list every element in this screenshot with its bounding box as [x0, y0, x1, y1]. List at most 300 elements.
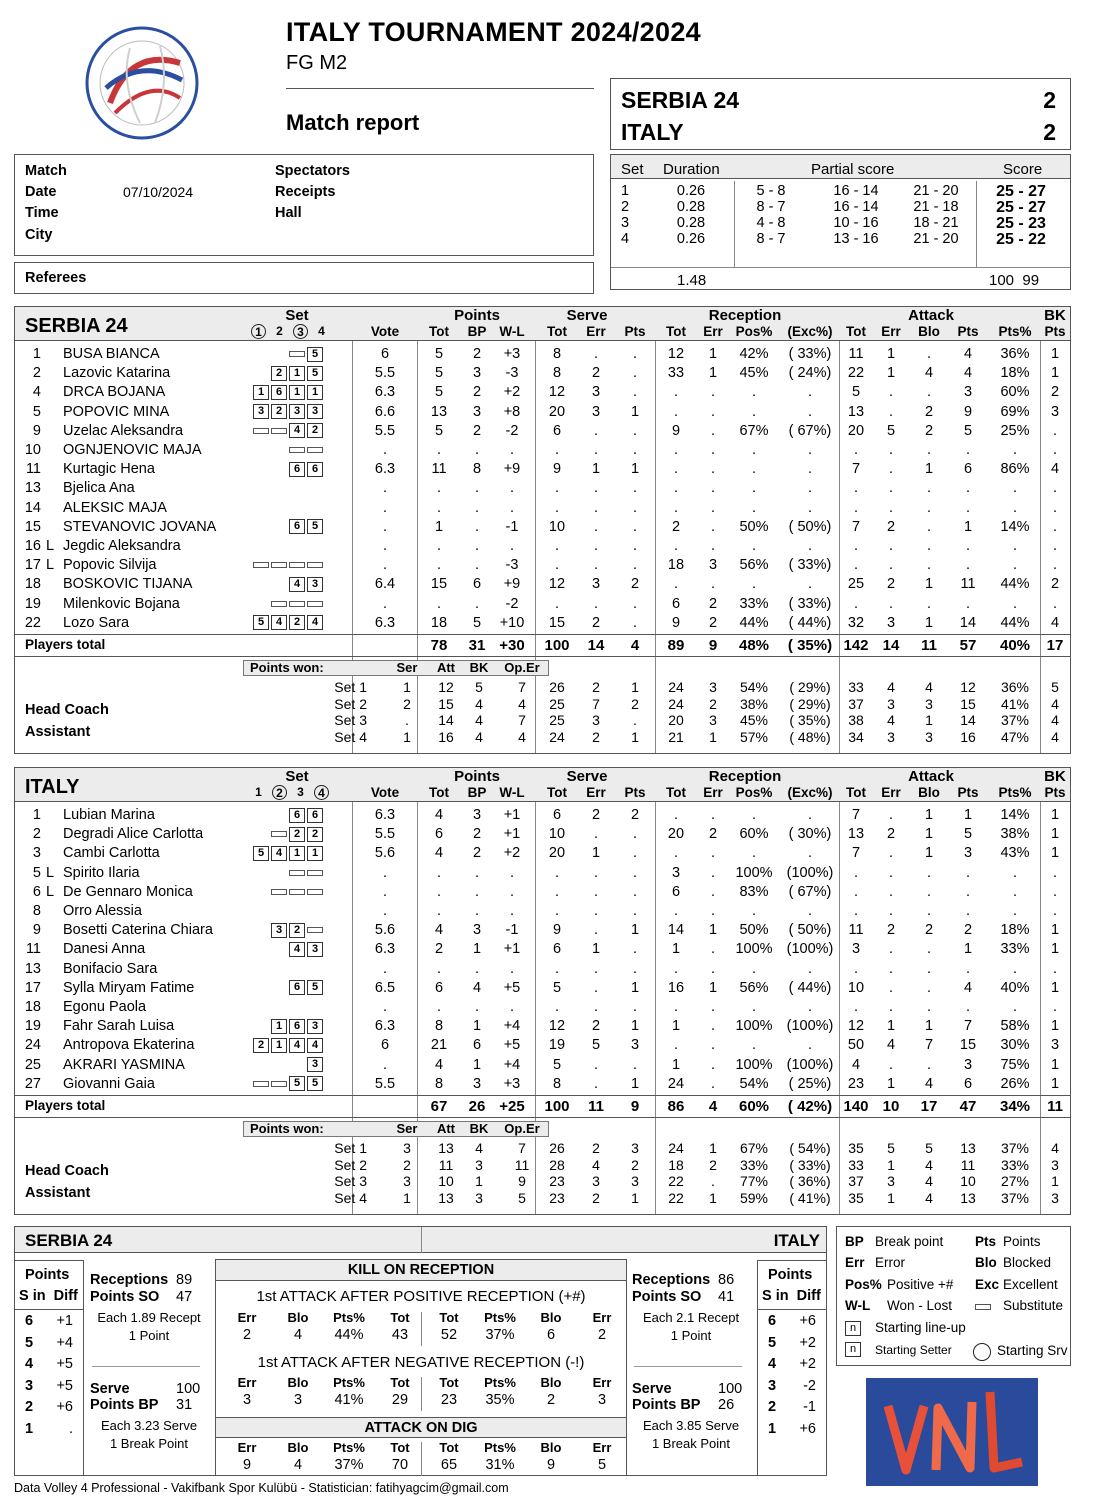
- stat-ptot: 8: [434, 1018, 444, 1035]
- player-number: 11: [25, 461, 41, 478]
- player-row: [15, 844, 1070, 863]
- stat-aptsp: .: [1012, 595, 1018, 612]
- set-label: Set 4: [334, 728, 367, 745]
- stat-wl: -1: [505, 922, 519, 939]
- page-title: ITALY TOURNAMENT 2024/2024: [286, 17, 701, 47]
- starting-position: 6: [271, 385, 287, 400]
- stat-aptsp: 14%: [1000, 518, 1030, 535]
- player-name: ALEKSIC MAJA: [63, 499, 167, 516]
- player-number: 17: [24, 979, 41, 996]
- set-stat: 11: [438, 1156, 454, 1173]
- player-number: 8: [32, 903, 41, 919]
- stat-rpos: 100%: [735, 941, 773, 958]
- stat-apts: .: [965, 538, 971, 554]
- column-header: Tot: [666, 324, 686, 339]
- set-lineup: [253, 844, 325, 863]
- stat-vote: 6.3: [374, 1018, 396, 1035]
- kor-value: 23: [440, 1392, 458, 1408]
- stat-vote: .: [382, 442, 388, 458]
- set-stat: 11: [960, 1156, 976, 1173]
- points-s-in: 2: [25, 1399, 34, 1415]
- player-row: [15, 998, 1070, 1017]
- stat-rtot: .: [673, 442, 679, 458]
- stat-spts: .: [632, 999, 638, 1015]
- kor-value: 3: [242, 1392, 252, 1408]
- stat-stot: 8: [552, 365, 562, 382]
- stat-spts: .: [632, 384, 638, 401]
- set-lineup: [289, 864, 325, 883]
- left-so-label: Points SO: [90, 1289, 160, 1305]
- stat-bk: 2: [1050, 576, 1060, 593]
- left-so-value: 47: [176, 1289, 193, 1305]
- player-number: 17: [24, 557, 41, 574]
- starting-position: 3: [307, 577, 323, 592]
- starting-position: 4: [271, 615, 287, 630]
- stat-ablo: .: [926, 1056, 932, 1073]
- kor-value: 31%: [485, 1457, 515, 1473]
- stat-rexc: .: [807, 538, 813, 554]
- kor-col-head: Tot: [439, 1375, 459, 1390]
- kor-value: 44%: [334, 1327, 364, 1343]
- stat-wl: .: [509, 442, 515, 458]
- stat-rtot: .: [673, 538, 679, 554]
- player-name: Popovic Silvija: [63, 557, 157, 574]
- stat-rtot: .: [673, 999, 679, 1015]
- divider: [976, 181, 977, 267]
- stat-serr: .: [593, 826, 599, 843]
- starting-position: 6: [307, 462, 323, 477]
- player-number: 2: [32, 365, 41, 382]
- stat-stot: .: [554, 538, 560, 554]
- assistant-label: Assistant: [25, 1185, 91, 1201]
- stat-aptsp: 44%: [1000, 614, 1030, 631]
- stat-vote: .: [382, 595, 388, 612]
- set-stat: 22: [668, 1189, 684, 1206]
- stat-aerr: .: [888, 807, 894, 823]
- stat-apts: 4: [963, 365, 973, 382]
- player-number: 3: [32, 845, 41, 862]
- stat-bp: 3: [472, 922, 482, 939]
- substitute-icon: [271, 428, 287, 434]
- stat-spts: 2: [630, 576, 640, 593]
- stat-spts: 1: [630, 403, 640, 420]
- set-lineup: [289, 806, 325, 825]
- set-stat: 3: [709, 679, 717, 695]
- set-stat: 1: [709, 728, 717, 745]
- stat-stot: 12: [548, 576, 566, 593]
- stat-bk: .: [1052, 518, 1058, 535]
- stat-wl: .: [509, 903, 515, 919]
- points-won-head: BK: [469, 660, 489, 675]
- stat-wl: +1: [503, 941, 521, 958]
- set-score: 25 - 23: [996, 215, 1046, 232]
- stat-serr: 1: [591, 941, 601, 958]
- stat-ablo: 1: [924, 614, 934, 631]
- team1-sets: 2: [1043, 87, 1056, 113]
- stat-bk: .: [1052, 557, 1058, 574]
- legend-bp: BP: [845, 1234, 864, 1249]
- stat-ptot: 4: [434, 1056, 444, 1073]
- stat-ptot: 2: [434, 941, 444, 958]
- stat-ptot: .: [436, 960, 442, 977]
- substitute-icon: [307, 562, 323, 568]
- player-row: [15, 614, 1070, 633]
- player-row: [15, 825, 1070, 844]
- date-label: Date: [25, 184, 57, 200]
- set-stat: 1: [475, 1173, 483, 1189]
- starting-position: 2: [271, 404, 287, 419]
- points-diff: +4: [56, 1334, 73, 1351]
- stat-stot: .: [554, 442, 560, 458]
- set-stat: 2: [709, 1156, 717, 1173]
- stat-aerr: .: [888, 480, 894, 497]
- stat-aptsp: 18%: [1000, 365, 1030, 382]
- stat-aptsp: .: [1012, 960, 1018, 977]
- stat-rerr: 2: [708, 826, 718, 843]
- set-stat: ( 33%): [789, 1156, 831, 1173]
- stat-serr: 2: [591, 365, 601, 382]
- column-header: W-L: [499, 785, 525, 800]
- sets-head-score: Score: [1003, 161, 1043, 178]
- column-header: Tot: [846, 785, 866, 800]
- set-stat: 2: [709, 695, 717, 712]
- stat-aerr: 2: [886, 826, 896, 843]
- column-header: Reception: [708, 307, 782, 324]
- stat-aerr: .: [888, 845, 894, 862]
- points-s-in: 3: [768, 1377, 777, 1394]
- substitute-icon: [289, 870, 305, 876]
- stat-vote: .: [382, 518, 388, 535]
- player-row: [15, 518, 1070, 537]
- column-header: Pos%: [735, 785, 773, 800]
- column-header: Points: [454, 307, 500, 324]
- stat-bk: .: [1052, 999, 1058, 1015]
- stat-bp: 1: [472, 941, 482, 958]
- stat-rtot: .: [673, 903, 679, 919]
- set-stat: 4: [475, 728, 483, 745]
- set-cell: 3: [620, 215, 630, 231]
- stat-rerr: .: [710, 576, 716, 593]
- set-stat: 13: [960, 1140, 976, 1156]
- player-name: Lubian Marina: [63, 807, 155, 823]
- stat-vote: 5.5: [374, 365, 396, 382]
- stat-ablo: 4: [924, 365, 934, 382]
- column-header: BK: [1044, 768, 1066, 785]
- player-row: [15, 979, 1070, 998]
- set-stat: 13: [960, 1189, 976, 1206]
- stat-atot: 7: [851, 461, 861, 478]
- set-stat: 21: [668, 728, 684, 745]
- player-number: 24: [24, 1037, 41, 1054]
- stat-ptot: .: [436, 480, 442, 497]
- stat-bp: 2: [472, 346, 482, 362]
- stat-bk: 4: [1050, 614, 1060, 631]
- set-stat: 26: [549, 679, 565, 695]
- stat-rexc: .: [807, 499, 813, 516]
- stat-aerr: .: [888, 442, 894, 458]
- team2-sets: 2: [1043, 119, 1056, 145]
- set-stat: 24: [549, 728, 565, 745]
- substitute-icon: [307, 927, 323, 933]
- starting-position: 2: [289, 615, 305, 630]
- stat-serr: .: [593, 883, 599, 900]
- stat-atot: .: [853, 557, 859, 574]
- stat-rtot: 1: [671, 941, 681, 958]
- stat-vote: 5.5: [374, 422, 396, 439]
- stat-apts: 1: [963, 518, 973, 535]
- player-row: [15, 595, 1070, 614]
- starting-position: 6: [289, 980, 305, 995]
- stat-aerr: 2: [886, 576, 896, 593]
- stat-serr: .: [593, 595, 599, 612]
- column-header: Vote: [370, 785, 400, 800]
- stat-wl: +8: [503, 403, 521, 420]
- stat-aptsp: 86%: [1000, 461, 1030, 478]
- stat-bp: 3: [472, 1075, 482, 1092]
- right-so-label: Points SO: [632, 1289, 702, 1305]
- stat-bk: .: [1052, 422, 1058, 439]
- set-stat: 4: [475, 712, 483, 728]
- stat-ptot: .: [436, 442, 442, 458]
- footer-text: Data Volley 4 Professional - Vakifbank Spor Kulübü - Statistician: fatihyagcim@gmail.com: [14, 1481, 509, 1495]
- set-stat: ( 54%): [789, 1140, 831, 1156]
- points-diff: +2: [799, 1356, 816, 1372]
- stat-bk: 2: [1050, 384, 1060, 401]
- right-points-box: [757, 1260, 827, 1476]
- stat-serr: .: [593, 864, 599, 881]
- stat-stot: .: [554, 480, 560, 497]
- stat-ablo: 1: [924, 807, 934, 823]
- player-row: [15, 441, 1070, 460]
- player-number: 5: [32, 864, 41, 881]
- legend-bp-text: Break point: [875, 1234, 944, 1249]
- stat-atot: 11: [848, 346, 864, 362]
- stat-spts: .: [632, 941, 638, 958]
- stat-spts: .: [632, 499, 638, 516]
- federation-logo: [70, 18, 220, 148]
- right-serve-label: Serve: [632, 1381, 672, 1397]
- total-rexc: ( 42%): [787, 1098, 833, 1115]
- legend-pts-text: Points: [1003, 1234, 1041, 1249]
- stat-ptot: 6: [434, 979, 444, 996]
- stat-bp: 8: [472, 461, 482, 478]
- set-stat: 7: [518, 1140, 526, 1156]
- stat-rtot: .: [673, 403, 679, 420]
- stat-aptsp: 40%: [1000, 979, 1030, 996]
- stat-rpos: 54%: [739, 1075, 769, 1092]
- players-total-label: Players total: [25, 637, 106, 652]
- points-s-in: 6: [768, 1313, 777, 1329]
- total-score: 100 99: [989, 272, 1040, 289]
- set-stat: 33%: [1000, 1156, 1030, 1173]
- player-number: 22: [24, 614, 41, 631]
- kor-col-head: Blo: [287, 1375, 309, 1390]
- set-stat: 24: [668, 695, 684, 712]
- set-label: Set 3: [334, 1173, 367, 1189]
- stat-rpos: 100%: [735, 1018, 773, 1035]
- player-number: 27: [24, 1075, 41, 1092]
- hall-label: Hall: [275, 205, 302, 221]
- starting-position: 3: [307, 1057, 323, 1072]
- stat-ptot: 4: [434, 807, 444, 823]
- stat-rtot: .: [673, 845, 679, 862]
- starting-position: 2: [289, 923, 305, 938]
- stat-atot: 4: [851, 1056, 861, 1073]
- set-stat: 9: [518, 1173, 526, 1189]
- set-stat: 54%: [739, 679, 769, 695]
- stat-rexc: .: [807, 845, 813, 862]
- stat-aptsp: 44%: [1000, 576, 1030, 593]
- stat-bk: .: [1052, 442, 1058, 458]
- italy-stats-panel: [14, 767, 1071, 1215]
- stat-wl: -3: [505, 365, 519, 382]
- right-so-value: 41: [718, 1289, 735, 1305]
- stat-aerr: 2: [886, 922, 896, 939]
- set-stat: 4: [925, 679, 933, 695]
- divider: [15, 656, 1070, 657]
- stat-ablo: 1: [924, 845, 934, 862]
- stat-rpos: 45%: [739, 365, 769, 382]
- stat-wl: +1: [503, 826, 521, 843]
- stat-atot: 25: [847, 576, 865, 593]
- stat-rexc: ( 44%): [788, 614, 832, 631]
- stat-rerr: 1: [708, 365, 718, 382]
- stat-wl: +9: [503, 461, 521, 478]
- kor-value: 65: [440, 1457, 458, 1473]
- player-number: 15: [24, 518, 41, 535]
- substitute-icon: [271, 1081, 287, 1087]
- player-row: [15, 460, 1070, 479]
- stat-bk: 1: [1050, 346, 1060, 362]
- set-lineup: [253, 422, 325, 441]
- stat-vote: 5.5: [374, 826, 396, 843]
- stat-rtot: 2: [671, 518, 681, 535]
- player-name: Bjelica Ana: [63, 480, 135, 497]
- stat-rtot: .: [673, 461, 679, 478]
- player-name: Milenkovic Bojana: [63, 595, 180, 612]
- points-s-in: 5: [25, 1334, 34, 1351]
- kor-value: 37%: [485, 1327, 515, 1343]
- stat-rtot: .: [673, 1037, 679, 1054]
- set-lineup: [253, 1036, 325, 1055]
- player-number: 5: [32, 403, 41, 420]
- stat-serr: 2: [591, 1018, 601, 1035]
- stat-spts: .: [632, 845, 638, 862]
- stat-vote: .: [382, 538, 388, 554]
- stat-wl: +3: [503, 1075, 521, 1092]
- stat-ablo: 1: [924, 826, 934, 843]
- player-number: 16: [24, 538, 41, 554]
- stat-aerr: .: [888, 864, 894, 881]
- stat-rerr: .: [710, 538, 716, 554]
- stat-atot: .: [853, 480, 859, 497]
- set-cell: 5 - 8: [756, 183, 786, 199]
- player-number: 19: [24, 1018, 41, 1035]
- total-rtot: 89: [667, 637, 685, 654]
- total-wl: +25: [499, 1098, 525, 1115]
- column-header: (Exc%): [787, 324, 833, 339]
- stat-ptot: .: [436, 595, 442, 612]
- set-stat: 23: [549, 1189, 565, 1206]
- stat-atot: .: [853, 538, 859, 554]
- stat-rtot: 33: [667, 365, 685, 382]
- starting-position: 6: [289, 808, 305, 823]
- points-diff: .: [68, 1420, 73, 1437]
- player-name: Orro Alessia: [63, 903, 142, 919]
- starting-position: 3: [307, 942, 323, 957]
- starting-position: 5: [307, 519, 323, 534]
- player-number: 1: [32, 346, 41, 362]
- kor-col-head: Pts%: [333, 1310, 365, 1325]
- total-ptot: 67: [430, 1098, 448, 1115]
- set-cell: 16 - 14: [833, 199, 879, 215]
- player-name: Antropova Ekaterina: [63, 1037, 195, 1054]
- total-aerr: 10: [882, 1098, 900, 1115]
- stat-rerr: .: [710, 960, 716, 977]
- column-header: Reception: [708, 768, 782, 785]
- stat-bp: .: [474, 595, 480, 612]
- kor-value: 52: [440, 1327, 458, 1343]
- stat-stot: 5: [552, 979, 562, 996]
- stat-ptot: 11: [431, 461, 447, 478]
- total-atot: 140: [843, 1098, 869, 1115]
- stat-wl: .: [509, 960, 515, 977]
- stat-ablo: .: [926, 864, 932, 881]
- stat-rpos: .: [751, 1037, 757, 1054]
- stat-wl: -2: [505, 595, 519, 612]
- stat-aerr: .: [888, 403, 894, 420]
- points-won-head: Op.Er: [504, 660, 540, 675]
- kor-value: 43: [391, 1327, 409, 1343]
- stat-atot: 20: [847, 422, 865, 439]
- stat-rexc: ( 24%): [788, 365, 832, 382]
- starting-position: 3: [307, 1019, 323, 1034]
- set-stat: 16: [960, 728, 976, 745]
- stat-rpos: 100%: [735, 864, 773, 881]
- set-stat: 2: [592, 679, 600, 695]
- set-stat: 1: [709, 1140, 717, 1156]
- kor-value: 5: [597, 1457, 607, 1473]
- stat-rtot: 20: [667, 826, 685, 843]
- stat-spts: .: [632, 1056, 638, 1073]
- stat-spts: .: [632, 422, 638, 439]
- total-apts: 57: [959, 637, 977, 654]
- stat-rexc: (100%): [786, 864, 834, 881]
- stat-atot: .: [853, 903, 859, 919]
- set-stat: 35: [848, 1189, 864, 1206]
- column-header: Tot: [547, 785, 567, 800]
- stat-rtot: 3: [671, 864, 681, 881]
- total-duration: 1.48: [677, 272, 707, 289]
- stat-serr: .: [593, 999, 599, 1015]
- stat-bp: .: [474, 557, 480, 574]
- stat-rpos: 60%: [739, 826, 769, 843]
- libero-mark: L: [46, 883, 55, 900]
- stat-apts: 5: [963, 826, 973, 843]
- head-coach-label: Head Coach: [25, 1163, 109, 1179]
- stat-aerr: 1: [886, 346, 896, 362]
- set-stat: 4: [887, 712, 895, 728]
- stat-spts: 1: [630, 979, 640, 996]
- stat-bp: 2: [472, 384, 482, 401]
- kor-col-head: Tot: [390, 1375, 410, 1390]
- stat-apts: 4: [963, 346, 973, 362]
- stat-bp: .: [474, 518, 480, 535]
- stat-serr: .: [593, 979, 599, 996]
- set-stat: 4: [925, 1189, 933, 1206]
- set-stat: 27%: [1000, 1173, 1030, 1189]
- stat-serr: .: [593, 903, 599, 919]
